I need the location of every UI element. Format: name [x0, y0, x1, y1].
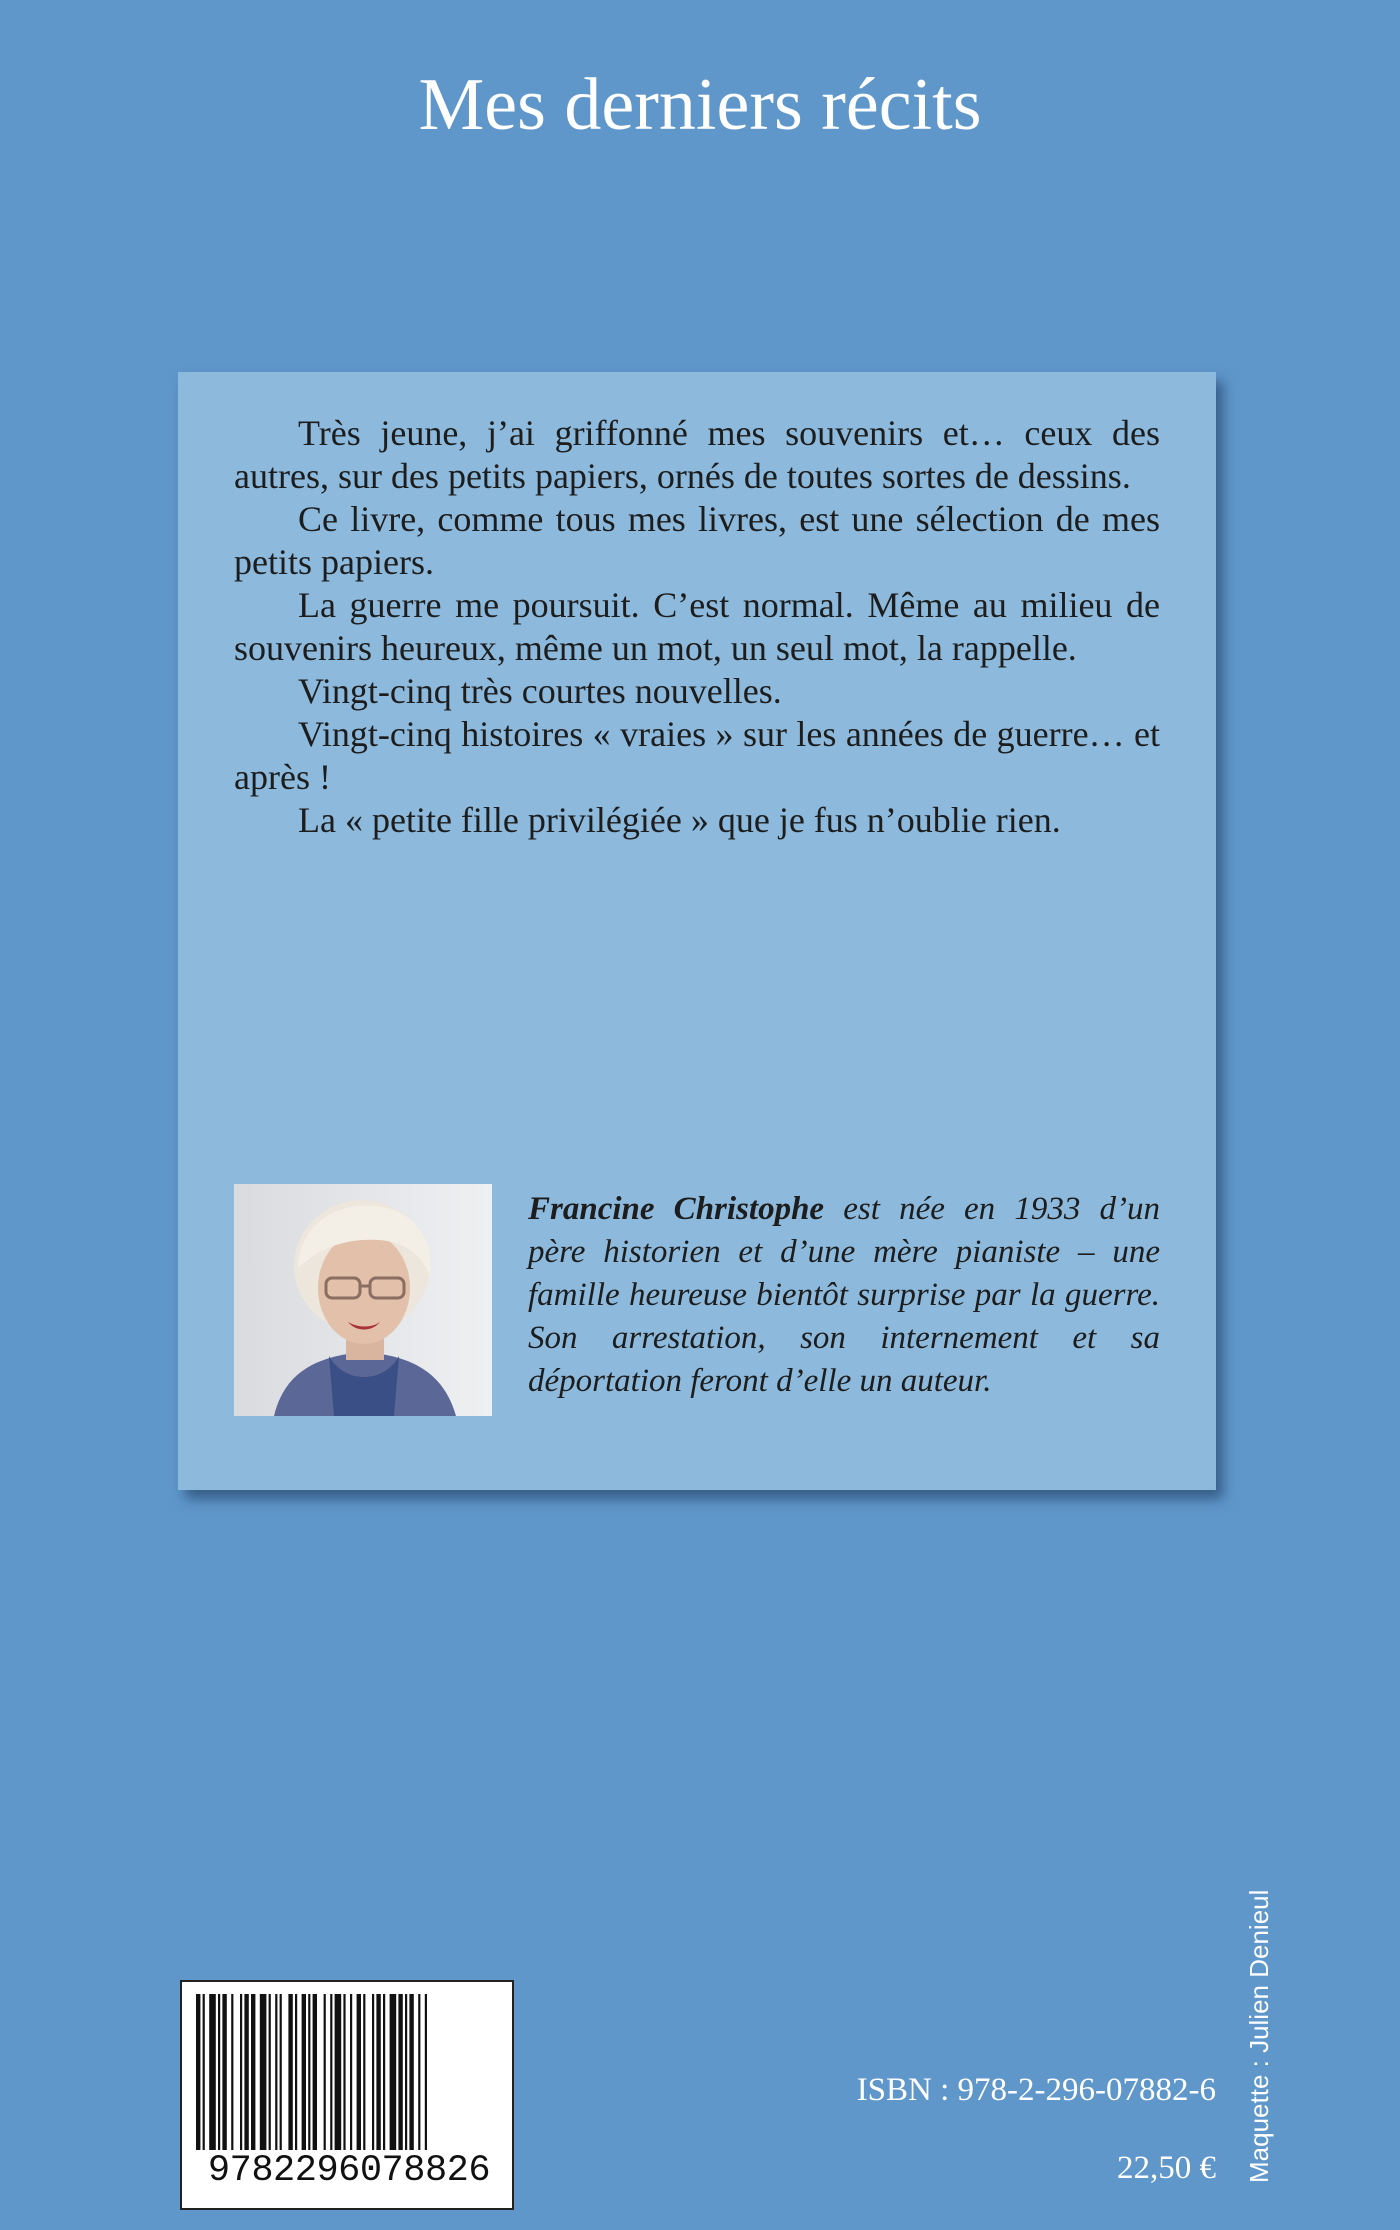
barcode-bar: [269, 1994, 271, 2150]
barcode-bar: [398, 1994, 402, 2150]
barcode-bar: [280, 1994, 282, 2150]
design-credit: Maquette : Julien Denieul: [1244, 1889, 1274, 2183]
barcode-bar: [218, 1994, 220, 2150]
barcode-bar: [376, 1994, 380, 2150]
barcode-bar: [308, 1994, 310, 2150]
barcode-bar: [251, 1994, 255, 2150]
blurb-paragraph: Vingt-cinq très courtes nouvelles.: [298, 671, 782, 711]
barcode-bar: [409, 1994, 413, 2150]
barcode-bar: [357, 1994, 361, 2150]
barcode-bar: [196, 1994, 200, 2150]
barcode-bar: [302, 1994, 306, 2150]
barcode-bar: [209, 1994, 216, 2150]
barcode-bar: [350, 1994, 352, 2150]
barcode-bar: [313, 1994, 317, 2150]
barcode-bar: [335, 1994, 342, 2150]
blurb-paragraph: Ce livre, comme tous mes livres, est une sélection de mes petits papiers.: [234, 499, 1160, 582]
author-portrait-icon: [234, 1184, 492, 1416]
barcode-bar: [418, 1994, 420, 2150]
blurb-paragraph: La guerre me poursuit. C’est normal. Même au milieu de souvenirs heureux, même un mot, un seul mot, la rappelle.: [234, 585, 1160, 668]
blurb-paragraph: Très jeune, j’ai griffonné mes souvenirs et… ceux des autres, sur des petits papiers, ornés de toutes sortes de dessins.: [234, 413, 1160, 496]
book-title: Mes derniers récits: [418, 64, 982, 146]
barcode-bar: [390, 1994, 397, 2150]
barcode-bar: [425, 1994, 427, 2150]
barcode-bar: [343, 1994, 345, 2150]
barcode-bar: [222, 1994, 226, 2150]
barcode-bar: [288, 1994, 292, 2150]
barcode-icon: [196, 1994, 502, 2150]
blurb-text: [234, 412, 1160, 842]
blurb-panel: [178, 372, 1216, 1490]
price: 22,50 €: [1117, 2150, 1216, 2186]
isbn: ISBN : 978-2-296-07882-6: [856, 2072, 1216, 2108]
barcode: [180, 1980, 514, 2210]
barcode-bar: [240, 1994, 242, 2150]
barcode-bar: [203, 1994, 205, 2150]
author-bio: [528, 1188, 1160, 1403]
author-bio-text: est née en 1933 d’un père historien et d’une mère pianiste – une famille heureuse bientôt surprise par la guerre. Son arrestation, son internement et sa déportation feront d’elle un auteur.: [528, 1191, 1160, 1399]
barcode-bar: [324, 1994, 326, 2150]
barcode-bar: [295, 1994, 297, 2150]
blurb-paragraph: Vingt-cinq histoires « vraies » sur les années de guerre… et après !: [234, 714, 1160, 797]
barcode-bar: [383, 1994, 385, 2150]
barcode-digits: 9782296078826: [207, 2150, 491, 2192]
author-photo: [234, 1184, 492, 1416]
blurb-paragraph: La « petite fille privilégiée » que je fus n’oublie rien.: [298, 800, 1061, 840]
barcode-bar: [231, 1994, 233, 2150]
barcode-bar: [275, 1994, 277, 2150]
barcode-bar: [372, 1994, 374, 2150]
barcode-bar: [330, 1994, 332, 2150]
barcode-bar: [363, 1994, 365, 2150]
barcode-bar: [244, 1994, 248, 2150]
barcode-bar: [405, 1994, 407, 2150]
barcode-bar: [260, 1994, 267, 2150]
author-name: Francine Christophe: [528, 1191, 825, 1227]
